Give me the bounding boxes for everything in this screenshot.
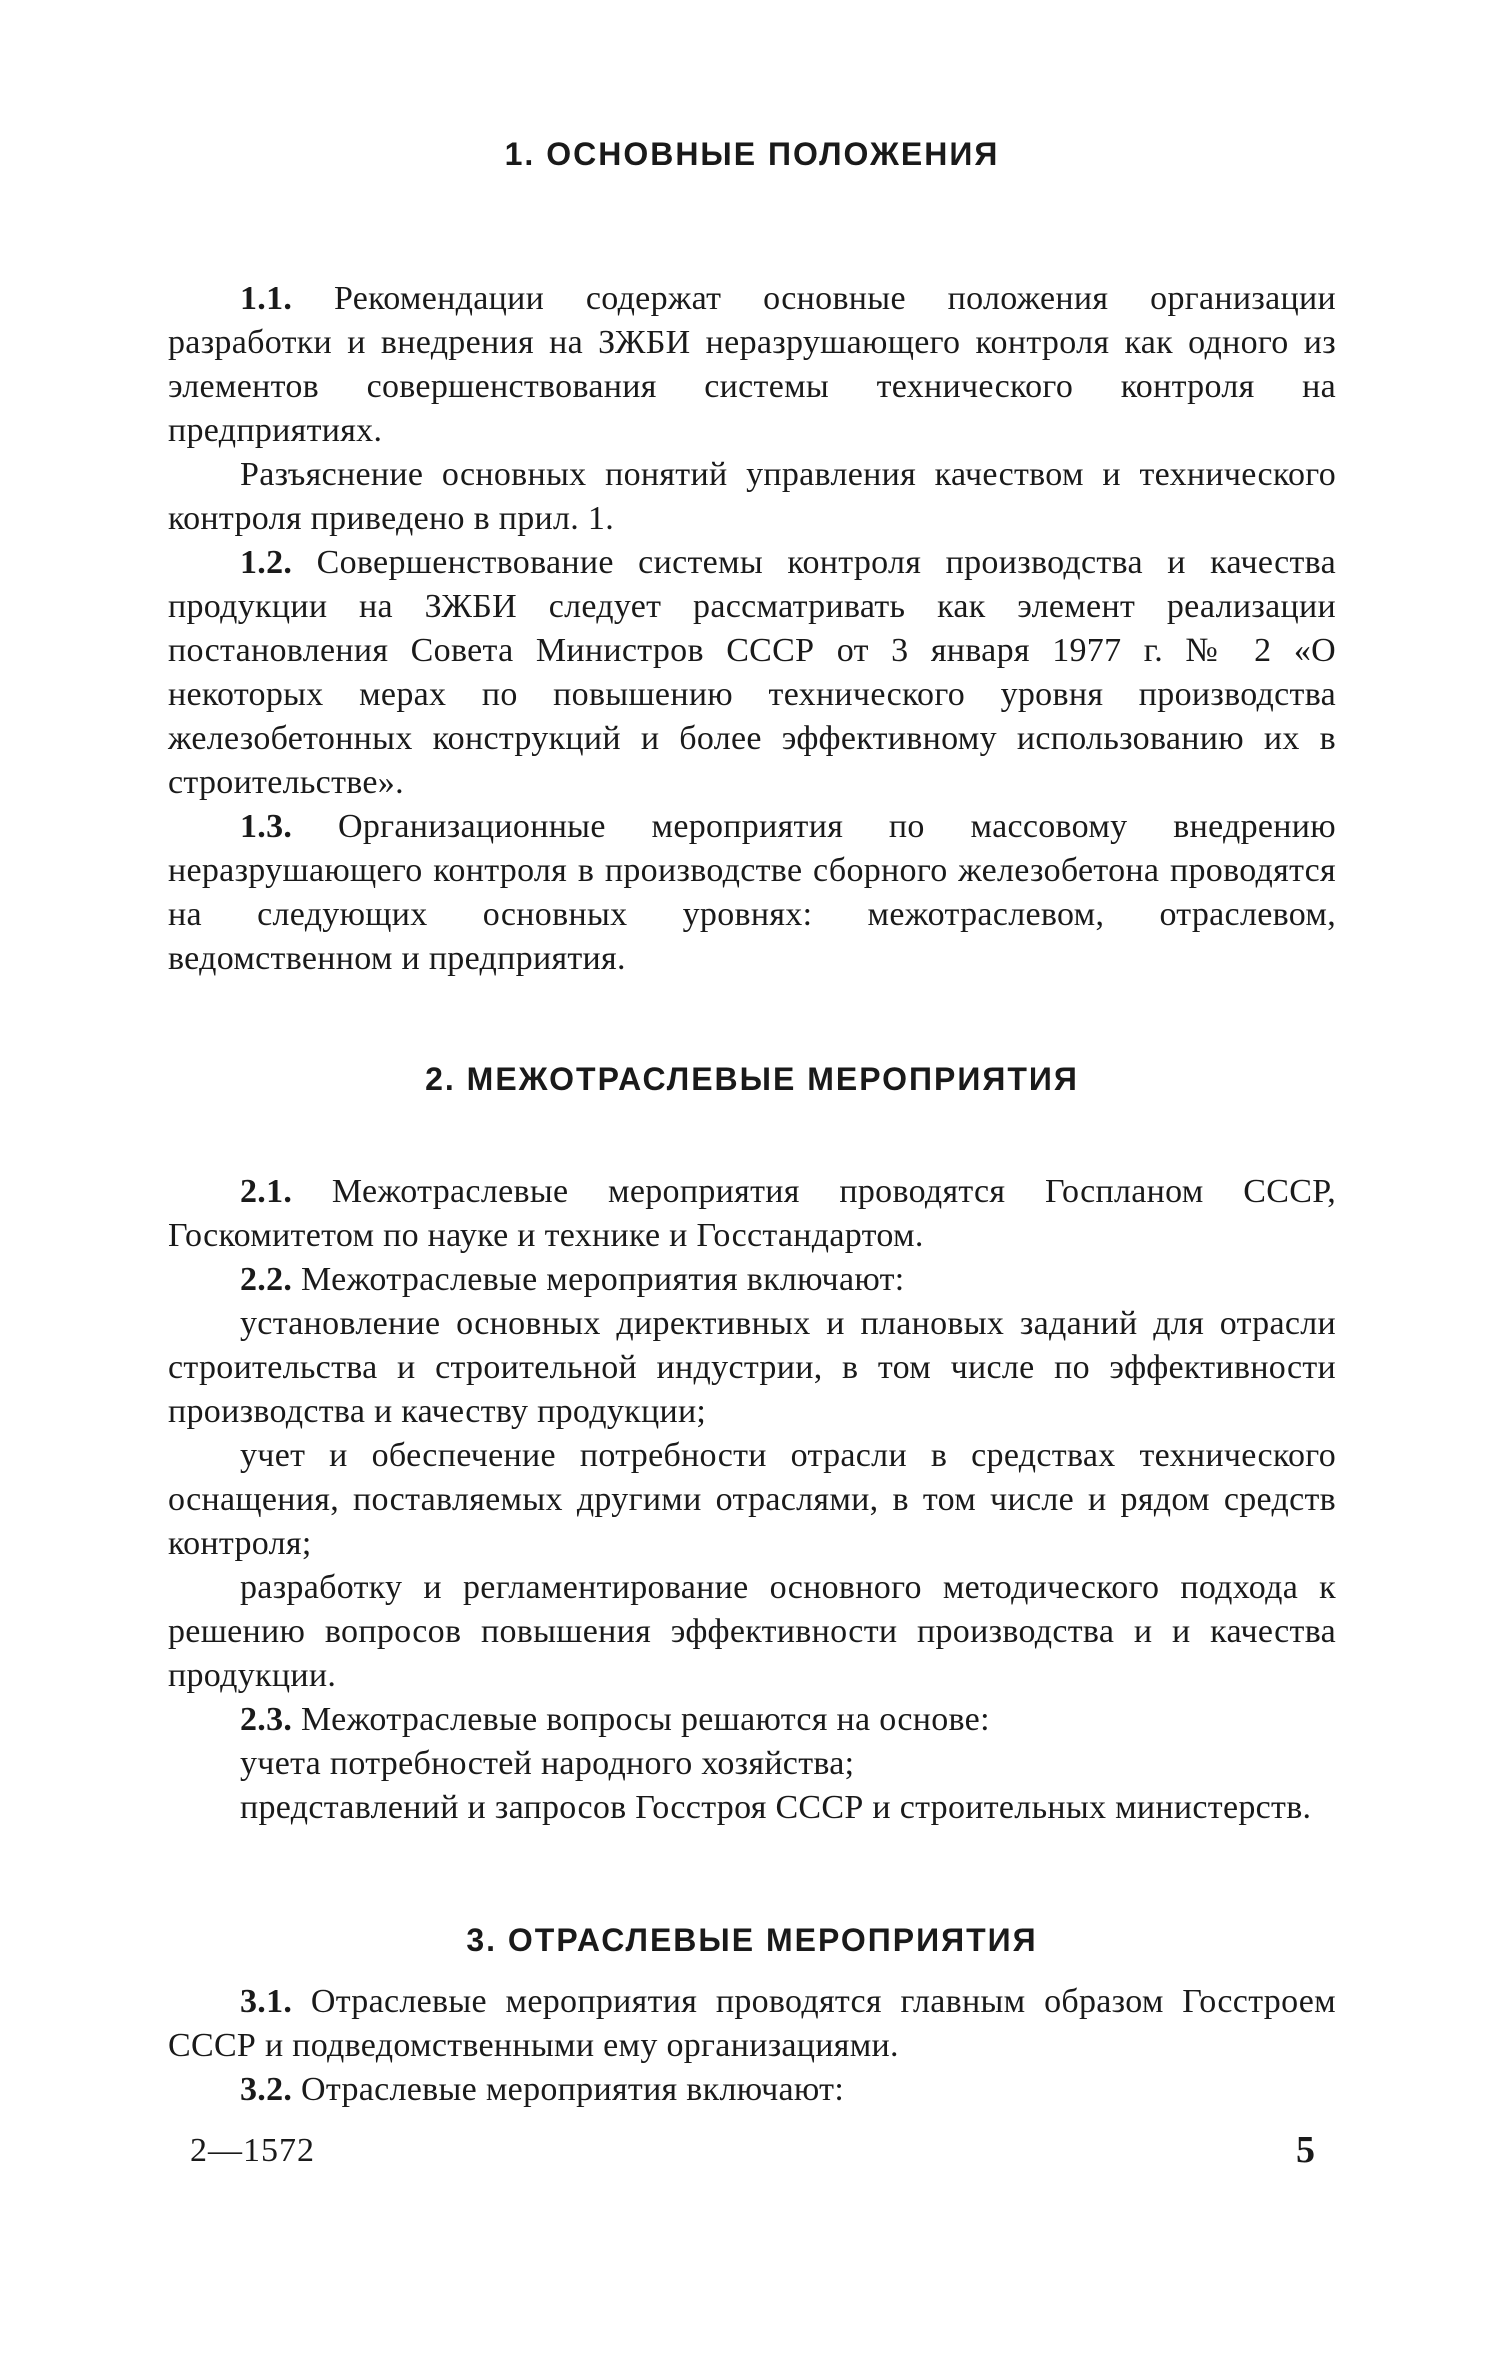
paragraph-text: Отраслевые мероприятия проводятся главным образом Госстроем СССР и подведомственными ему организациями. — [168, 1983, 1336, 2064]
paragraph-number: 2.3. — [240, 1701, 293, 1738]
paragraph-1-2 — [168, 541, 1336, 805]
paragraph-text: Рекомендации содержат основные положения организации разработки и внедрения на ЗЖБИ неразрушающего контроля как одного из элементов совершенствования системы технического контроля на предприятиях. — [168, 280, 1336, 449]
paragraph-text: Межотраслевые мероприятия проводятся Госпланом СССР, Госкомитетом по науке и технике и Госстандартом. — [168, 1173, 1336, 1254]
paragraph-number: 2.1. — [240, 1173, 293, 1210]
paragraph-number: 1.2. — [240, 544, 293, 581]
paragraph-text: представлений и запросов Госстроя СССР и строительных министерств. — [240, 1789, 1312, 1826]
paragraph-text: разработку и регламентирование основного методического подхода к решению вопросов повышения эффективности производства и и качества продукции. — [168, 1569, 1336, 1694]
section-3-heading: 3. ОТРАСЛЕВЫЕ МЕРОПРИЯТИЯ — [466, 1922, 1038, 1958]
list-item-2-2-a — [168, 1302, 1336, 1434]
paragraph-text: Организационные мероприятия по массовому внедрению неразрушающего контроля в производстве сборного железобетона проводятся на следующих основных уровнях: межотраслевом, отраслевом, ведомственном и предприятия. — [168, 808, 1336, 977]
list-item-2-2-c — [168, 1566, 1336, 1698]
paragraph-1-3 — [168, 805, 1336, 981]
list-item-2-3-b — [168, 1786, 1336, 1830]
signature-mark: 2—1572 — [190, 2132, 315, 2169]
paragraph-1-1 — [168, 277, 1336, 453]
paragraph-3-1 — [168, 1980, 1336, 2068]
paragraph-text: Разъяснение основных понятий управления качеством и технического контроля приведено в прил. 1. — [168, 456, 1336, 537]
paragraph-2-2 — [168, 1258, 1336, 1302]
section-1-heading: 1. ОСНОВНЫЕ ПОЛОЖЕНИЯ — [504, 136, 1000, 172]
section-3-body — [168, 1980, 1336, 2112]
paragraph-text: учета потребностей народного хозяйства; — [240, 1745, 855, 1782]
section-2-heading: 2. МЕЖОТРАСЛЕВЫЕ МЕРОПРИЯТИЯ — [425, 1061, 1079, 1097]
section-2-body — [168, 1170, 1336, 1830]
list-item-2-3-a — [168, 1742, 1336, 1786]
section-1-body — [168, 277, 1336, 981]
paragraph-text: учет и обеспечение потребности отрасли в средствах технического оснащения, поставляемых другими отраслями, в том числе и рядом средств контроля; — [168, 1437, 1336, 1562]
list-item-2-2-b — [168, 1434, 1336, 1566]
paragraph-text: Межотраслевые вопросы решаются на основе: — [301, 1701, 990, 1738]
paragraph-number: 3.1. — [240, 1983, 293, 2020]
paragraph-number: 1.1. — [240, 280, 293, 317]
paragraph-2-1 — [168, 1170, 1336, 1258]
document-page — [168, 0, 1336, 2363]
paragraph-2-3 — [168, 1698, 1336, 1742]
page-number: 5 — [1296, 2129, 1315, 2171]
paragraph-number: 3.2. — [240, 2071, 293, 2108]
paragraph-3-2 — [168, 2068, 1336, 2112]
paragraph-1-1-note — [168, 453, 1336, 541]
paragraph-number: 1.3. — [240, 808, 293, 845]
paragraph-text: установление основных директивных и плановых заданий для отрасли строительства и строительной индустрии, в том числе по эффективности производства и качеству продукции; — [168, 1305, 1336, 1430]
paragraph-text: Межотраслевые мероприятия включают: — [301, 1261, 905, 1298]
paragraph-number: 2.2. — [240, 1261, 293, 1298]
paragraph-text: Совершенствование системы контроля производства и качества продукции на ЗЖБИ следует рассматривать как элемент реализации постановления Совета Министров СССР от 3 января 1977 г. № 2 «О некоторых мерах по повышению технического уровня производства железобетонных конструкций и более эффективному использованию их в строительстве». — [168, 544, 1336, 801]
paragraph-text: Отраслевые мероприятия включают: — [301, 2071, 845, 2108]
